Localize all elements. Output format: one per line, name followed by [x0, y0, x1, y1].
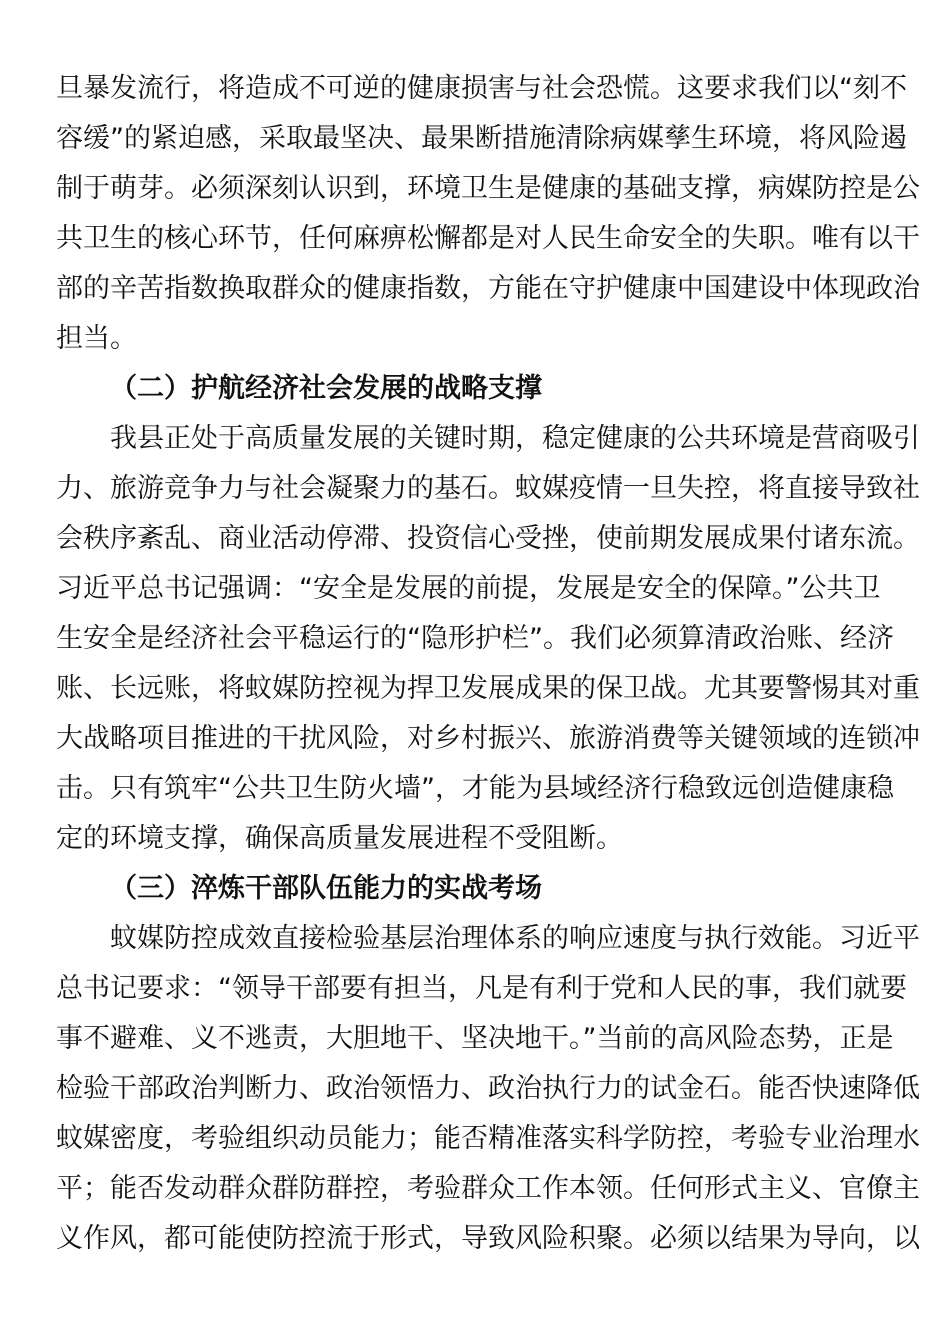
- paragraph-2: [56, 414, 920, 864]
- text-line: 蚊媒密度，考验组织动员能力；能否精准落实科学防控，考验专业治理水: [56, 1123, 920, 1154]
- text-line: 力、旅游竞争力与社会凝聚力的基石。蚊媒疫情一旦失控，将直接导致社: [56, 473, 920, 504]
- text-line: 账、长远账，将蚊媒防控视为捍卫发展成果的保卫战。尤其要警惕其对重: [56, 673, 920, 704]
- text-line: 旦暴发流行，将造成不可逆的健康损害与社会恐慌。这要求我们以“刻不: [56, 73, 907, 104]
- text-line: 生安全是经济社会平稳运行的“隐形护栏”。我们必须算清政治账、经济: [56, 623, 894, 654]
- text-line: 部的辛苦指数换取群众的健康指数，方能在守护健康中国建设中体现政治: [56, 273, 920, 304]
- text-line: 事不避难、义不逃责，大胆地干、坚决地干。”当前的高风险态势，正是: [56, 1023, 894, 1054]
- paragraph-3: [56, 914, 920, 1264]
- text-line: 我县正处于高质量发展的关键时期，稳定健康的公共环境是营商吸引: [110, 423, 920, 454]
- text-line: 容缓”的紧迫感，采取最坚决、最果断措施清除病媒孳生环境，将风险遏: [56, 123, 907, 154]
- paragraph-1: [56, 64, 920, 364]
- text-line: 大战略项目推进的干扰风险，对乡村振兴、旅游消费等关键领域的连锁冲: [56, 723, 920, 754]
- section-heading-2: （二）护航经济社会发展的战略支撑: [110, 373, 542, 404]
- section-heading-3: （三）淬炼干部队伍能力的实战考场: [110, 873, 542, 904]
- text-line: 总书记要求：“领导干部要有担当，凡是有利于党和人民的事，我们就要: [56, 973, 907, 1004]
- text-line: 平；能否发动群众群防群控，考验群众工作本领。任何形式主义、官僚主: [56, 1173, 920, 1204]
- text-line: 蚊媒防控成效直接检验基层治理体系的响应速度与执行效能。习近平: [110, 923, 920, 954]
- text-line: 定的环境支撑，确保高质量发展进程不受阻断。: [56, 823, 623, 854]
- text-line: 习近平总书记强调：“安全是发展的前提，发展是安全的保障。”公共卫: [56, 573, 881, 604]
- text-line: 担当。: [56, 323, 137, 354]
- text-line: 义作风，都可能使防控流于形式，导致风险积聚。必须以结果为导向，以: [56, 1223, 920, 1254]
- text-line: 共卫生的核心环节，任何麻痹松懈都是对人民生命安全的失职。唯有以干: [56, 223, 920, 254]
- text-line: 制于萌芽。必须深刻认识到，环境卫生是健康的基础支撑，病媒防控是公: [56, 173, 920, 204]
- document-page: [56, 64, 920, 1264]
- text-line: 会秩序紊乱、商业活动停滞、投资信心受挫，使前期发展成果付诸东流。: [56, 523, 920, 554]
- text-line: 击。只有筑牢“公共卫生防火墙”，才能为县域经济行稳致远创造健康稳: [56, 773, 894, 804]
- text-line: 检验干部政治判断力、政治领悟力、政治执行力的试金石。能否快速降低: [56, 1073, 920, 1104]
